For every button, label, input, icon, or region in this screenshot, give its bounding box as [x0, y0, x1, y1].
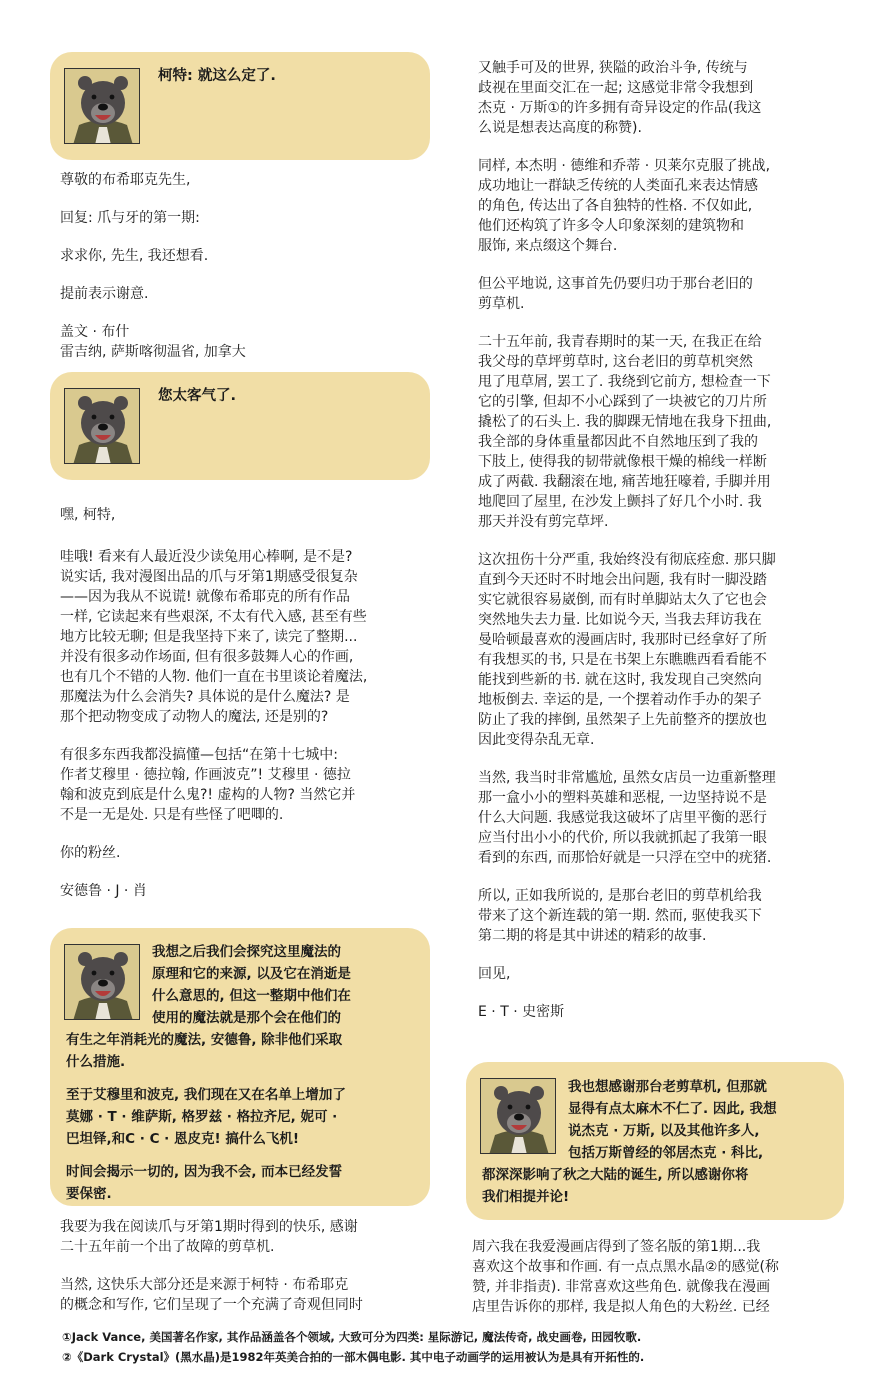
text-line: 作者艾穆里 · 德拉翰, 作画波克”! 艾穆里 · 德拉	[60, 767, 351, 783]
paragraph	[478, 550, 853, 750]
speech-bubble-3	[50, 928, 430, 1206]
bubble-line: 我想之后我们会探究这里魔法的	[152, 944, 341, 960]
text-line: 撬松了的石头上. 我的脚踝无情地在我身下扭曲,	[478, 414, 772, 430]
bubble-line: 什么措施.	[66, 1054, 126, 1070]
text-line: 赞, 并非指责). 非常喜欢这些角色. 就像我在漫画	[472, 1279, 771, 1295]
text-line: 成功地让一群缺乏传统的人类面孔来表达情感	[478, 178, 758, 194]
signoff: 回见,	[478, 966, 511, 982]
footnotes	[62, 1327, 862, 1367]
paragraph	[60, 547, 440, 727]
text-line: 第二期的将是其中讲述的精彩的故事.	[478, 928, 707, 944]
text-line: 么说是想表达高度的称赞).	[478, 120, 642, 136]
bubble-text	[152, 941, 424, 1040]
text-line: 也有几个不错的人物. 他们一直在书里谈论着魔法,	[60, 669, 368, 685]
text-line: 成了两截. 我翻滚在地, 痛苦地狂嚎着, 手脚并用	[478, 474, 771, 490]
text-line: 那个把动物变成了动物人的魔法, 还是别的?	[60, 709, 329, 725]
text-line: 看到的东西, 而那恰好就是一只浮在空中的疣猪.	[478, 850, 772, 866]
text-line: 那魔法为什么会消失? 具体说的是什么魔法? 是	[60, 689, 350, 705]
text-line: 那天并没有剪完草坪.	[478, 514, 609, 530]
bubble-text	[568, 1076, 838, 1164]
bubble-line: 使用的魔法就是那个会在他们的	[152, 1010, 341, 1026]
text-line: 同样, 本杰明 · 德维和乔蒂 · 贝莱尔克服了挑战,	[478, 158, 771, 174]
bubble-line: 都深深影响了秋之大陆的诞生, 所以感谢你将	[482, 1167, 749, 1183]
thanks: 提前表示谢意.	[60, 286, 149, 302]
text-line: 翰和波克到底是什么鬼?! 虚构的人物? 当然它并	[60, 787, 356, 803]
text-line: 并没有很多动作场面, 但有很多鼓舞人心的作画,	[60, 649, 354, 665]
text-line: 的角色, 传达出了各自独特的性格. 不仅如此,	[478, 198, 753, 214]
bear-avatar	[64, 944, 140, 1020]
bubble-line: 有生之年消耗光的魔法, 安德鲁, 除非他们采取	[66, 1032, 343, 1048]
bubble-line: 时间会揭示一切的, 因为我不会, 而本已经发誓	[66, 1164, 343, 1180]
bubble-line: 我们相提并论!	[482, 1189, 570, 1205]
text-line: 有我想买的书, 只是在书架上东瞧瞧西看看能不	[478, 652, 767, 668]
text-line: 周六我在我爱漫画店得到了签名版的第1期...我	[472, 1239, 761, 1255]
text-line: 二十五年前一个出了故障的剪草机.	[60, 1239, 275, 1255]
text-line: 它的引擎, 但却不小心踩到了一块被它的刀片所	[478, 394, 767, 410]
paragraph	[478, 58, 853, 138]
paragraph	[60, 1217, 440, 1257]
greeting: 嘿, 柯特,	[60, 507, 116, 523]
text-line: 曼哈顿最喜欢的漫画店时, 我那时已经拿好了所	[478, 632, 767, 648]
bear-avatar	[480, 1078, 556, 1154]
bubble-line: 说杰克 · 万斯, 以及其他许多人,	[568, 1123, 760, 1139]
bubble-line: 要保密.	[66, 1186, 112, 1202]
text-line: 杰克 · 万斯①的许多拥有奇异设定的作品(我这	[478, 100, 762, 116]
paragraph	[478, 274, 853, 314]
signer-name: 安德鲁 · J · 肖	[60, 883, 147, 899]
bubble-line: 巴坦铎,和C · C · 恩皮克! 搞什么飞机!	[66, 1131, 300, 1147]
text-line: 歧视在里面交汇在一起; 这感觉非常令我想到	[478, 80, 754, 96]
bear-avatar	[64, 388, 140, 464]
bear-avatar	[64, 68, 140, 144]
text-line: 剪草机.	[478, 296, 525, 312]
speech-bubble-1	[50, 52, 430, 160]
bubble-text	[158, 65, 420, 87]
bubble-text-wide	[482, 1164, 838, 1208]
text-line: 又触手可及的世界, 狭隘的政治斗争, 传统与	[478, 60, 748, 76]
signoff: 你的粉丝.	[60, 845, 121, 861]
letter-andrew	[60, 505, 440, 919]
text-line: 那一盒小小的塑料英雄和恶棍, 一边坚持说不是	[478, 790, 767, 806]
text-line: 一样, 它读起来有些艰深, 不太有代入感, 甚至有些	[60, 609, 367, 625]
bubble-line: 包括万斯曾经的邻居杰克 · 科比,	[568, 1145, 764, 1161]
bubble-line: 原理和它的来源, 以及它在消逝是	[152, 966, 351, 982]
text-line: 但公平地说, 这事首先仍要归功于那台老旧的	[478, 276, 753, 292]
text-line: 当然, 这快乐大部分还是来源于柯特 · 布希耶克	[60, 1277, 349, 1293]
paragraph	[60, 1275, 440, 1315]
signer-name: 盖文 · 布什	[60, 324, 130, 340]
bubble-line: 我也想感谢那台老剪草机, 但那就	[568, 1079, 767, 1095]
salutation: 尊敬的布希耶克先生,	[60, 172, 191, 188]
text-line: 带来了这个新连载的第一期. 然而, 驱使我买下	[478, 908, 762, 924]
paragraph	[478, 156, 853, 256]
signer-name: E · T · 史密斯	[478, 1004, 565, 1020]
bubble-line: 什么意思的, 但这一整期中他们在	[152, 988, 351, 1004]
text-line: 能找到些新的书. 就在这时, 我发现自己突然向	[478, 672, 762, 688]
bubble-text	[158, 385, 420, 407]
footnote-2: ②《Dark Crystal》(黑水晶)是1982年英美合拍的一部木偶电影. 其中电子动画学的运用被认为是具有开拓性的.	[62, 1350, 645, 1364]
text-line: 下肢上, 使得我的韧带就像根干燥的棉线一样断	[478, 454, 767, 470]
text-line: 我父母的草坪剪草时, 这台老旧的剪草机突然	[478, 354, 753, 370]
paragraph	[478, 768, 853, 868]
text-line: 地方比较无聊; 但是我坚持下来了, 读完了整期...	[60, 629, 358, 645]
letter-smith-start	[60, 1217, 440, 1315]
plea: 求求你, 先生, 我还想看.	[60, 248, 209, 264]
bear-avatar-icon	[65, 945, 140, 1020]
bubble-text-wide	[66, 1029, 422, 1216]
text-line: 因此变得杂乱无章.	[478, 732, 595, 748]
text-line: 当然, 我当时非常尴尬, 虽然女店员一边重新整理	[478, 770, 776, 786]
text-line: 所以, 正如我所说的, 是那台老旧的剪草机给我	[478, 888, 762, 904]
text-line: ——因为我从不说谎! 就像布希耶克的所有作品	[60, 589, 351, 605]
bear-avatar-icon	[65, 69, 140, 144]
text-line: 防止了我的摔倒, 虽然架子上先前整齐的摆放也	[478, 712, 767, 728]
text-line: 甩了甩草屑, 罢工了. 我绕到它前方, 想检查一下	[478, 374, 771, 390]
text-line: 实它就很容易崴倒, 而有时单脚站太久了它也会	[478, 592, 767, 608]
footnote-1: ①Jack Vance, 美国著名作家, 其作品涵盖各个领域, 大致可分为四类: 星际游记, 魔法传奇, 战史画卷, 田园牧歌.	[62, 1330, 642, 1344]
paragraph	[472, 1237, 852, 1317]
bubble-line: 柯特: 就这么定了.	[158, 68, 276, 84]
text-line: 哇哦! 看来有人最近没少读兔用心棒啊, 是不是?	[60, 549, 353, 565]
text-line: 这次扭伤十分严重, 我始终没有彻底痊愈. 那只脚	[478, 552, 776, 568]
text-line: 有很多东西我都没搞懂—包括“在第十七城中:	[60, 747, 338, 763]
bubble-line: 显得有点太麻木不仁了. 因此, 我想	[568, 1101, 777, 1117]
text-line: 服饰, 来点缀这个舞台.	[478, 238, 618, 254]
text-line: 我要为我在阅读爪与牙第1期时得到的快乐, 感谢	[60, 1219, 358, 1235]
bear-avatar-icon	[481, 1079, 556, 1154]
text-line: 二十五年前, 我青春期时的某一天, 在我正在给	[478, 334, 762, 350]
text-line: 应当付出小小的代价, 所以我就抓起了我第一眼	[478, 830, 767, 846]
text-line: 突然地失去力量. 比如说今天, 当我去拜访我在	[478, 612, 762, 628]
text-line: 他们还构筑了许多令人印象深刻的建筑物和	[478, 218, 744, 234]
signer-location: 雷吉纳, 萨斯喀彻温省, 加拿大	[60, 344, 246, 360]
bubble-line: 至于艾穆里和波克, 我们现在又在名单上增加了	[66, 1087, 346, 1103]
speech-bubble-4	[466, 1062, 844, 1220]
bear-avatar-icon	[65, 389, 140, 464]
letter-smith-continued	[478, 58, 853, 1040]
letter-gavin	[60, 170, 440, 362]
text-line: 不是一无是处. 只是有些怪了吧唧的.	[60, 807, 284, 823]
text-line: 的概念和写作, 它们呈现了一个充满了奇观但同时	[60, 1297, 363, 1313]
text-line: 地爬回了屋里, 在沙发上颤抖了好几个小时. 我	[478, 494, 762, 510]
paragraph	[478, 332, 853, 532]
text-line: 我全部的身体重量都因此不自然地压到了我的	[478, 434, 758, 450]
text-line: 店里告诉你的那样, 我是拟人角色的大粉丝. 已经	[472, 1299, 770, 1315]
speech-bubble-2	[50, 372, 430, 480]
text-line: 直到今天还时不时地会出问题, 我有时一脚没踏	[478, 572, 767, 588]
paragraph	[60, 745, 440, 825]
letter-fourth-start	[472, 1237, 852, 1317]
bubble-line: 莫娜 · T · 维萨斯, 格罗兹 · 格拉齐尼, 妮可 ·	[66, 1109, 338, 1125]
re-line: 回复: 爪与牙的第一期:	[60, 210, 200, 226]
text-line: 什么大问题. 我感觉我这破坏了店里平衡的恶行	[478, 810, 767, 826]
text-line: 喜欢这个故事和作画. 有一点点黑水晶②的感觉(称	[472, 1259, 779, 1275]
bubble-line: 您太客气了.	[158, 388, 237, 404]
paragraph	[478, 886, 853, 946]
text-line: 说实话, 我对漫图出品的爪与牙第1期感受很复杂	[60, 569, 358, 585]
text-line: 地板倒去. 幸运的是, 一个摆着动作手办的架子	[478, 692, 762, 708]
